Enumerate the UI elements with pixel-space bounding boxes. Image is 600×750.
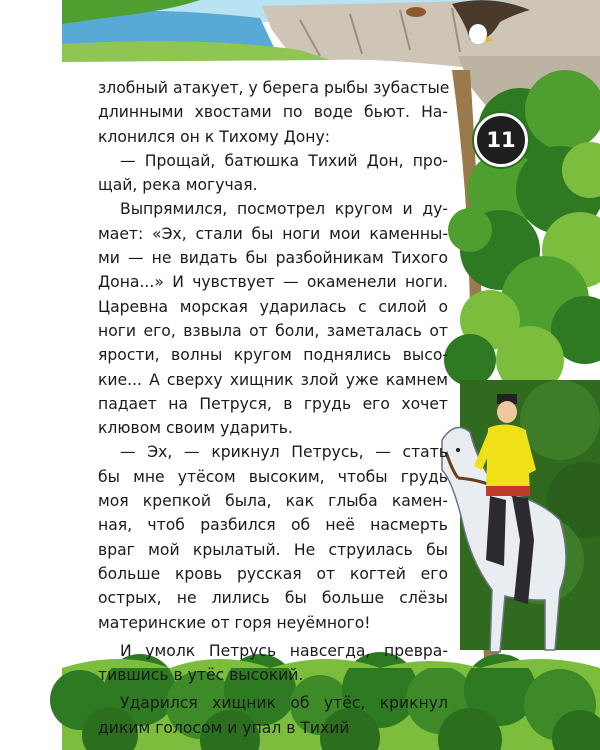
text-line: Выпрямился, посмотрел кругом и ду- (120, 200, 448, 219)
text-line: враг мой крылатый. Не струилась бы (98, 540, 448, 559)
text-line: щай, река могучая. (98, 176, 258, 195)
text-line: Дона...» И чувствует — окаменели ноги. (98, 273, 448, 292)
text-line: материнские от горя неуёмного! (98, 613, 371, 632)
text-line: клонился он к Тихому Дону: (98, 127, 330, 146)
text-line: тившись в утёс высокий. (98, 666, 304, 685)
text-line: длинными хвостами по воде бьют. На- (98, 103, 448, 122)
text-line: падает на Петруся, в грудь его хочет (98, 394, 448, 413)
bird-nest (406, 7, 426, 17)
text-line: бы мне утёсом высоким, чтобы грудь (98, 467, 448, 486)
paragraph (98, 76, 448, 149)
text-line: ми — не видать бы разбойникам Тихого (98, 249, 448, 268)
text-line: — Прощай, батюшка Тихий Дон, про- (120, 151, 448, 170)
text-line: Ударился хищник об утёс, крикнул (120, 694, 448, 713)
text-line: ярости, волны кругом поднялись высо- (98, 346, 448, 365)
page-number-badge: 11 (474, 113, 528, 167)
text-line: кие... А сверху хищник злой уже камнем (98, 370, 448, 389)
text-line: моя крепкой была, как глыба камен- (98, 492, 448, 511)
text-line: ноги его, взвыла от боли, заметалась от (98, 321, 448, 340)
paragraph (98, 197, 448, 440)
paragraph (98, 691, 448, 740)
text-line: мает: «Эх, стали бы ноги мои каменны- (98, 224, 448, 243)
text-line: больше кровь русская от когтей его (98, 564, 448, 583)
text-line: клювом своим ударить. (98, 419, 293, 438)
text-line: Царевна морская ударилась с силой о (98, 297, 448, 316)
story-text (98, 76, 448, 740)
paragraph (98, 440, 448, 634)
text-line: — Эх, — крикнул Петрусь, — стать (120, 443, 448, 462)
text-line: И умолк Петрусь навсегда, превра- (120, 641, 448, 660)
text-line: острых, не лились бы больше слёзы (98, 589, 448, 608)
text-line: диким голосом и упал в Тихий (98, 718, 350, 737)
text-line: ная, чтоб разбился об неё насмерть (98, 516, 448, 535)
text-line: злобный атакует, у берега рыбы зубастые (98, 79, 450, 97)
paragraph (98, 149, 448, 198)
paragraph (98, 639, 448, 688)
